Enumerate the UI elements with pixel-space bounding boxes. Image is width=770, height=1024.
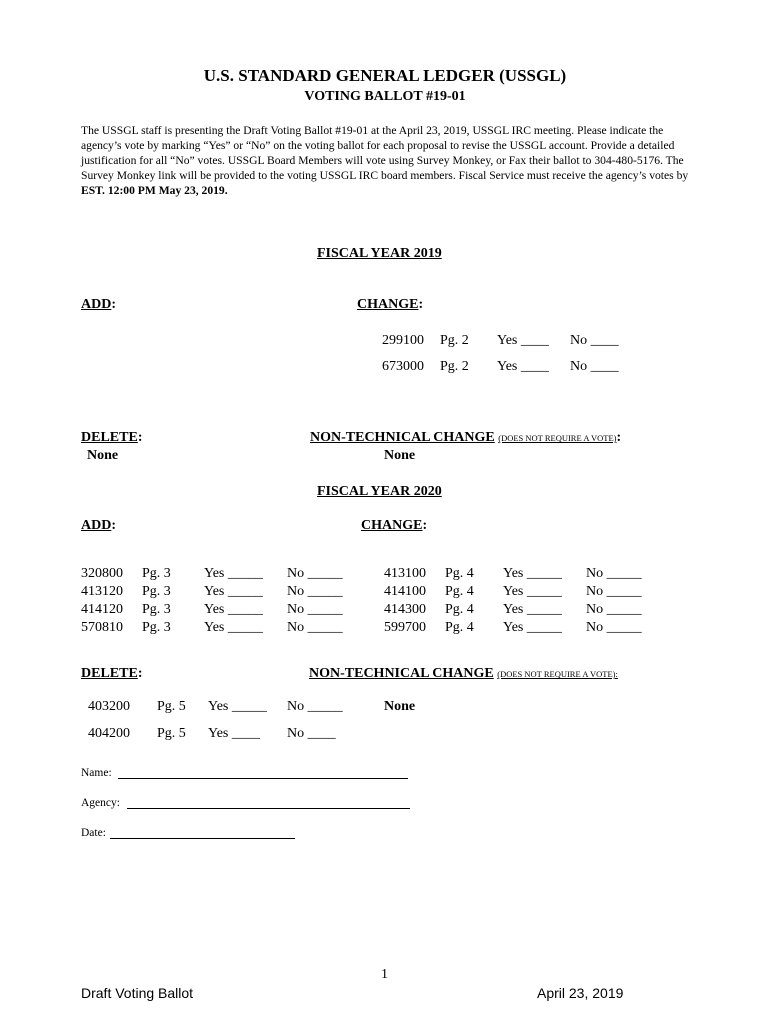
page-ref: Pg. 4 — [445, 602, 474, 617]
footer-date: April 23, 2019 — [537, 985, 624, 1001]
fy2020-nontech-value: None — [384, 699, 416, 714]
agency-label: Agency: — [81, 797, 120, 809]
account-number: 320800 — [81, 566, 123, 581]
fy2019-change-label: CHANGE: — [357, 297, 424, 312]
yes-field[interactable]: Yes ____ — [208, 726, 260, 741]
page-ref: Pg. 3 — [142, 620, 171, 635]
page-ref: Pg. 3 — [142, 566, 171, 581]
yes-field[interactable]: Yes _____ — [204, 584, 263, 599]
no-field[interactable]: No _____ — [287, 584, 343, 599]
no-field[interactable]: No _____ — [287, 602, 343, 617]
yes-field[interactable]: Yes _____ — [204, 620, 263, 635]
fy2020-heading: FISCAL YEAR 2020 — [317, 484, 442, 499]
fy2019-heading: FISCAL YEAR 2019 — [317, 246, 442, 261]
date-label: Date: — [81, 827, 106, 839]
fy2019-add-label: ADD: — [81, 297, 117, 312]
no-field[interactable]: No _____ — [586, 584, 642, 599]
account-number: 414300 — [384, 602, 426, 617]
date-input-line[interactable] — [110, 838, 295, 839]
account-number: 413100 — [384, 566, 426, 581]
no-field[interactable]: No _____ — [287, 566, 343, 581]
page-ref: Pg. 4 — [445, 584, 474, 599]
footer-left-text: Draft Voting Ballot — [81, 985, 194, 1001]
page-ref: Pg. 4 — [445, 566, 474, 581]
fy2019-delete-label: DELETE: — [81, 430, 143, 445]
no-field[interactable]: No ____ — [570, 333, 619, 348]
no-field[interactable]: No _____ — [586, 620, 642, 635]
no-field[interactable]: No _____ — [287, 620, 343, 635]
account-number: 570810 — [81, 620, 123, 635]
fy2019-delete-value: None — [87, 448, 119, 463]
intro-text: The USSGL staff is presenting the Draft Voting Ballot #19-01 at the April 23, 2019, USSGL IRC meeting. Please indicate the agency’s vote by marking “Yes” or “No” on the voting ballot for each proposal to revise the USSGL account. Provide a detailed justification for all “No” votes. USSGL Board Members will vote using Survey Monkey, or Fax their ballot to 304-480-5176. The Survey Monkey link will be provided to the voting USSGL IRC board members. Fiscal Service must receive the agency’s votes by — [81, 124, 689, 182]
page-ref: Pg. 2 — [440, 359, 469, 374]
account-number: 599700 — [384, 620, 426, 635]
name-input-line[interactable] — [118, 778, 408, 779]
account-number: 413120 — [81, 584, 123, 599]
account-number: 404200 — [88, 726, 130, 741]
account-number: 673000 — [382, 359, 424, 374]
fy2020-nontech-label: NON-TECHNICAL CHANGE (DOES NOT REQUIRE A VOTE): — [309, 666, 618, 681]
fy2019-nontech-label: NON-TECHNICAL CHANGE (DOES NOT REQUIRE A VOTE): — [310, 430, 622, 445]
no-field[interactable]: No _____ — [287, 699, 343, 714]
yes-field[interactable]: Yes _____ — [503, 602, 562, 617]
ballot-subtitle: VOTING BALLOT #19-01 — [304, 89, 466, 104]
page-ref: Pg. 5 — [157, 699, 186, 714]
fy2020-add-label: ADD: — [81, 518, 117, 533]
no-field[interactable]: No _____ — [586, 566, 642, 581]
yes-field[interactable]: Yes _____ — [204, 602, 263, 617]
account-number: 299100 — [382, 333, 424, 348]
fy2019-nontech-value: None — [384, 448, 416, 463]
page-ref: Pg. 5 — [157, 726, 186, 741]
name-label: Name: — [81, 767, 112, 779]
account-number: 414100 — [384, 584, 426, 599]
account-number: 403200 — [88, 699, 130, 714]
deadline-text: EST. 12:00 PM May 23, 2019. — [81, 184, 228, 197]
agency-input-line[interactable] — [127, 808, 410, 809]
yes-field[interactable]: Yes _____ — [503, 566, 562, 581]
no-field[interactable]: No ____ — [287, 726, 336, 741]
yes-field[interactable]: Yes _____ — [204, 566, 263, 581]
no-field[interactable]: No _____ — [586, 602, 642, 617]
page-number: 1 — [381, 967, 388, 982]
yes-field[interactable]: Yes _____ — [503, 584, 562, 599]
page-ref: Pg. 4 — [445, 620, 474, 635]
no-field[interactable]: No ____ — [570, 359, 619, 374]
intro-paragraph — [81, 123, 691, 198]
page-ref: Pg. 3 — [142, 602, 171, 617]
yes-field[interactable]: Yes _____ — [503, 620, 562, 635]
yes-field[interactable]: Yes ____ — [497, 359, 549, 374]
account-number: 414120 — [81, 602, 123, 617]
yes-field[interactable]: Yes ____ — [497, 333, 549, 348]
fy2020-delete-label: DELETE: — [81, 666, 143, 681]
yes-field[interactable]: Yes _____ — [208, 699, 267, 714]
page-ref: Pg. 2 — [440, 333, 469, 348]
page-title: U.S. STANDARD GENERAL LEDGER (USSGL) — [203, 66, 567, 85]
page-ref: Pg. 3 — [142, 584, 171, 599]
fy2020-change-label: CHANGE: — [361, 518, 428, 533]
